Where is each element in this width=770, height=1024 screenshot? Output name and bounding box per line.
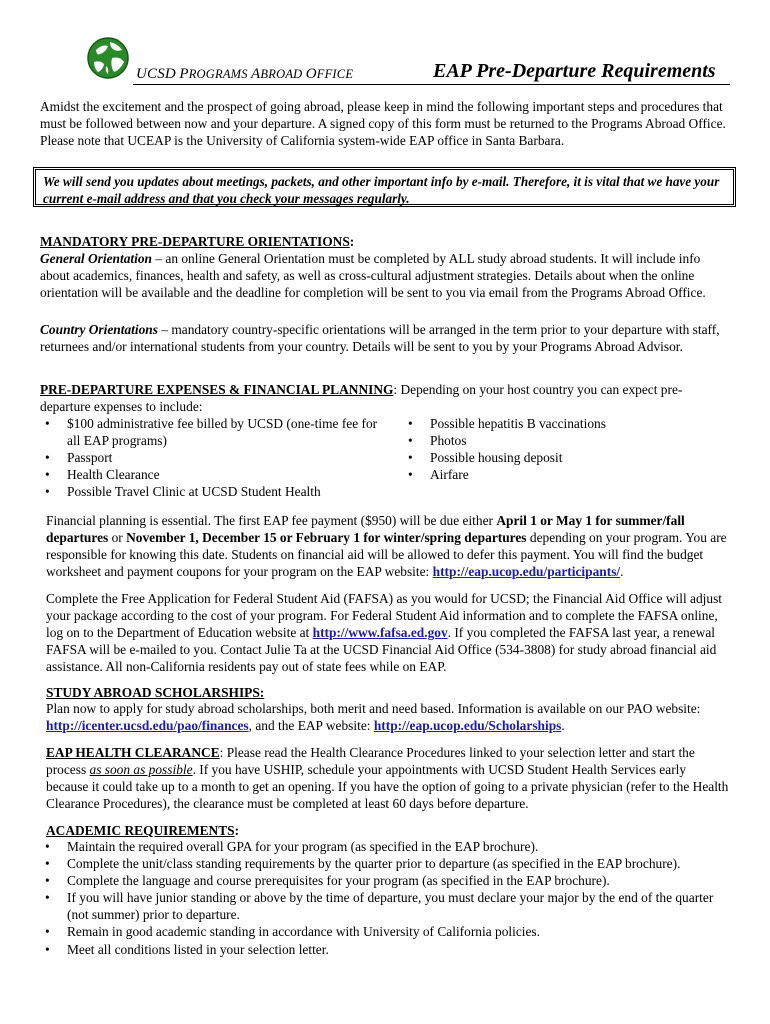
header-divider — [133, 84, 730, 85]
list-item: • Possible housing deposit — [403, 449, 723, 466]
email-notice-box: We will send you updates about meetings, packets, and other important info by e-mail. Therefore, it is vital that we have your current e-mail address and that you check your messages regularly. — [33, 167, 736, 207]
list-item: • Photos — [403, 432, 723, 449]
list-item: • Possible hepatitis B vaccinations — [403, 415, 723, 432]
expenses-list-left — [40, 415, 380, 500]
eap-scholarships-link[interactable]: http://eap.ucop.edu/Scholarships — [373, 718, 562, 734]
financial-planning-paragraph: Financial planning is essential. The first EAP fee payment ($950) will be due either April 1 or May 1 for summer/fall departures or November 1, December 15 or February 1 for winter/spring departures depending on your program. You are responsible for knowing this date. Students on financial aid will be allowed to defer this payment. You will find the budget worksheet and payment coupons for your program on the EAP website: http://eap.ucop.edu/participants/. — [46, 513, 727, 580]
scholarships-heading: STUDY ABROAD SCHOLARSHIPS: — [46, 685, 265, 700]
academic-heading: ACADEMIC REQUIREMENTS — [46, 823, 235, 838]
health-clearance-paragraph: EAP HEALTH CLEARANCE: Please read the Health Clearance Procedures linked to your selection letter and start the process as soon as possible. If you have USHIP, schedule your appointments with UCSD Student Health Services early because it could take up to a month to get an opening. If you have the option of going to a private physician (refer to the Health Clearance Procedures), the clearance must be completed at least 60 days before departure. — [46, 745, 729, 812]
list-item: • Health Clearance — [40, 466, 380, 483]
list-item: • Possible Travel Clinic at UCSD Student Health — [40, 483, 380, 500]
orientations-section: MANDATORY PRE-DEPARTURE ORIENTATIONS: — [40, 234, 355, 249]
intro-paragraph: Amidst the excitement and the prospect of going abroad, please keep in mind the following important steps and procedures that must be followed between now and your departure. A signed copy of this form must be returned to the Programs Abroad Office. Please note that UCEAP is the University of California system-wide EAP office in Santa Barbara. — [40, 99, 726, 149]
country-orientation-paragraph: Country Orientations – mandatory country-specific orientations will be arranged in the term prior to your departure with staff, returnees and/or international students from your country. Details will be sent to you by your Programs Abroad Advisor. — [40, 322, 720, 355]
list-item: • Remain in good academic standing in accordance with University of California policies. — [40, 923, 730, 940]
list-item: • Meet all conditions listed in your selection letter. — [40, 941, 730, 958]
fafsa-link[interactable]: http://www.fafsa.ed.gov — [312, 625, 448, 641]
list-item: • Airfare — [403, 466, 723, 483]
orientations-heading: MANDATORY PRE-DEPARTURE ORIENTATIONS — [40, 234, 350, 249]
health-clearance-heading: EAP HEALTH CLEARANCE — [46, 745, 220, 760]
organization-name: UCSD PROGRAMS ABROAD OFFICE — [136, 66, 354, 82]
list-item: • $100 administrative fee billed by UCSD (one-time fee for all EAP programs) — [40, 415, 380, 449]
fafsa-paragraph: Complete the Free Application for Federal Student Aid (FAFSA) as you would for UCSD; the Financial Aid Office will adjust your package according to the cost of your program. For Federal Student Aid information and to complete the FAFSA online, log on to the Department of Education website at http://www.fafsa.ed.gov. If you completed the FAFSA last year, a renewal FAFSA will be e-mailed to you. Contact Julie Ta at the UCSD Financial Aid Office (534-3808) for study abroad financial aid assistance. All non-California residents pay out of state fees while on EAP. — [46, 591, 723, 675]
expenses-heading: PRE-DEPARTURE EXPENSES & FINANCIAL PLANNING — [40, 382, 394, 397]
general-orientation-paragraph: General Orientation – an online General Orientation must be completed by ALL study abroad students. It will include info about academics, finances, health and safety, as well as cross-cultural adjustment strategies. Details about when the online orientation will be available and the deadline for completion will be sent to you via email from the Programs Abroad Office. — [40, 251, 706, 301]
pao-finances-link[interactable]: http://icenter.ucsd.edu/pao/finances — [46, 718, 249, 734]
scholarships-paragraph: Plan now to apply for study abroad scholarships, both merit and need based. Information is available on our PAO website: http://icenter.ucsd.edu/pao/finances, and the EAP website: http://eap.ucop.edu/Scholarships. — [46, 701, 701, 734]
list-item: • Complete the language and course prerequisites for your program (as specified in the EAP brochure). — [40, 872, 730, 889]
list-item: • Maintain the required overall GPA for your program (as specified in the EAP brochure). — [40, 838, 730, 855]
list-item: • Complete the unit/class standing requirements by the quarter prior to departure (as specified in the EAP brochure). — [40, 855, 730, 872]
expenses-list-right — [403, 415, 723, 483]
expenses-intro-paragraph: PRE-DEPARTURE EXPENSES & FINANCIAL PLANNING: Depending on your host country you can expect pre-departure expenses to include: — [40, 382, 683, 415]
eap-participants-link[interactable]: http://eap.ucop.edu/participants/ — [432, 564, 621, 580]
list-item: • If you will have junior standing or above by the time of departure, you must declare your major by the end of the quarter (not summer) prior to departure. — [40, 889, 730, 923]
academic-heading-line: ACADEMIC REQUIREMENTS: — [46, 823, 240, 838]
academic-requirements-list — [40, 838, 730, 958]
globe-logo-icon — [86, 36, 130, 80]
page-title: EAP Pre-Departure Requirements — [433, 60, 716, 82]
list-item: • Passport — [40, 449, 380, 466]
